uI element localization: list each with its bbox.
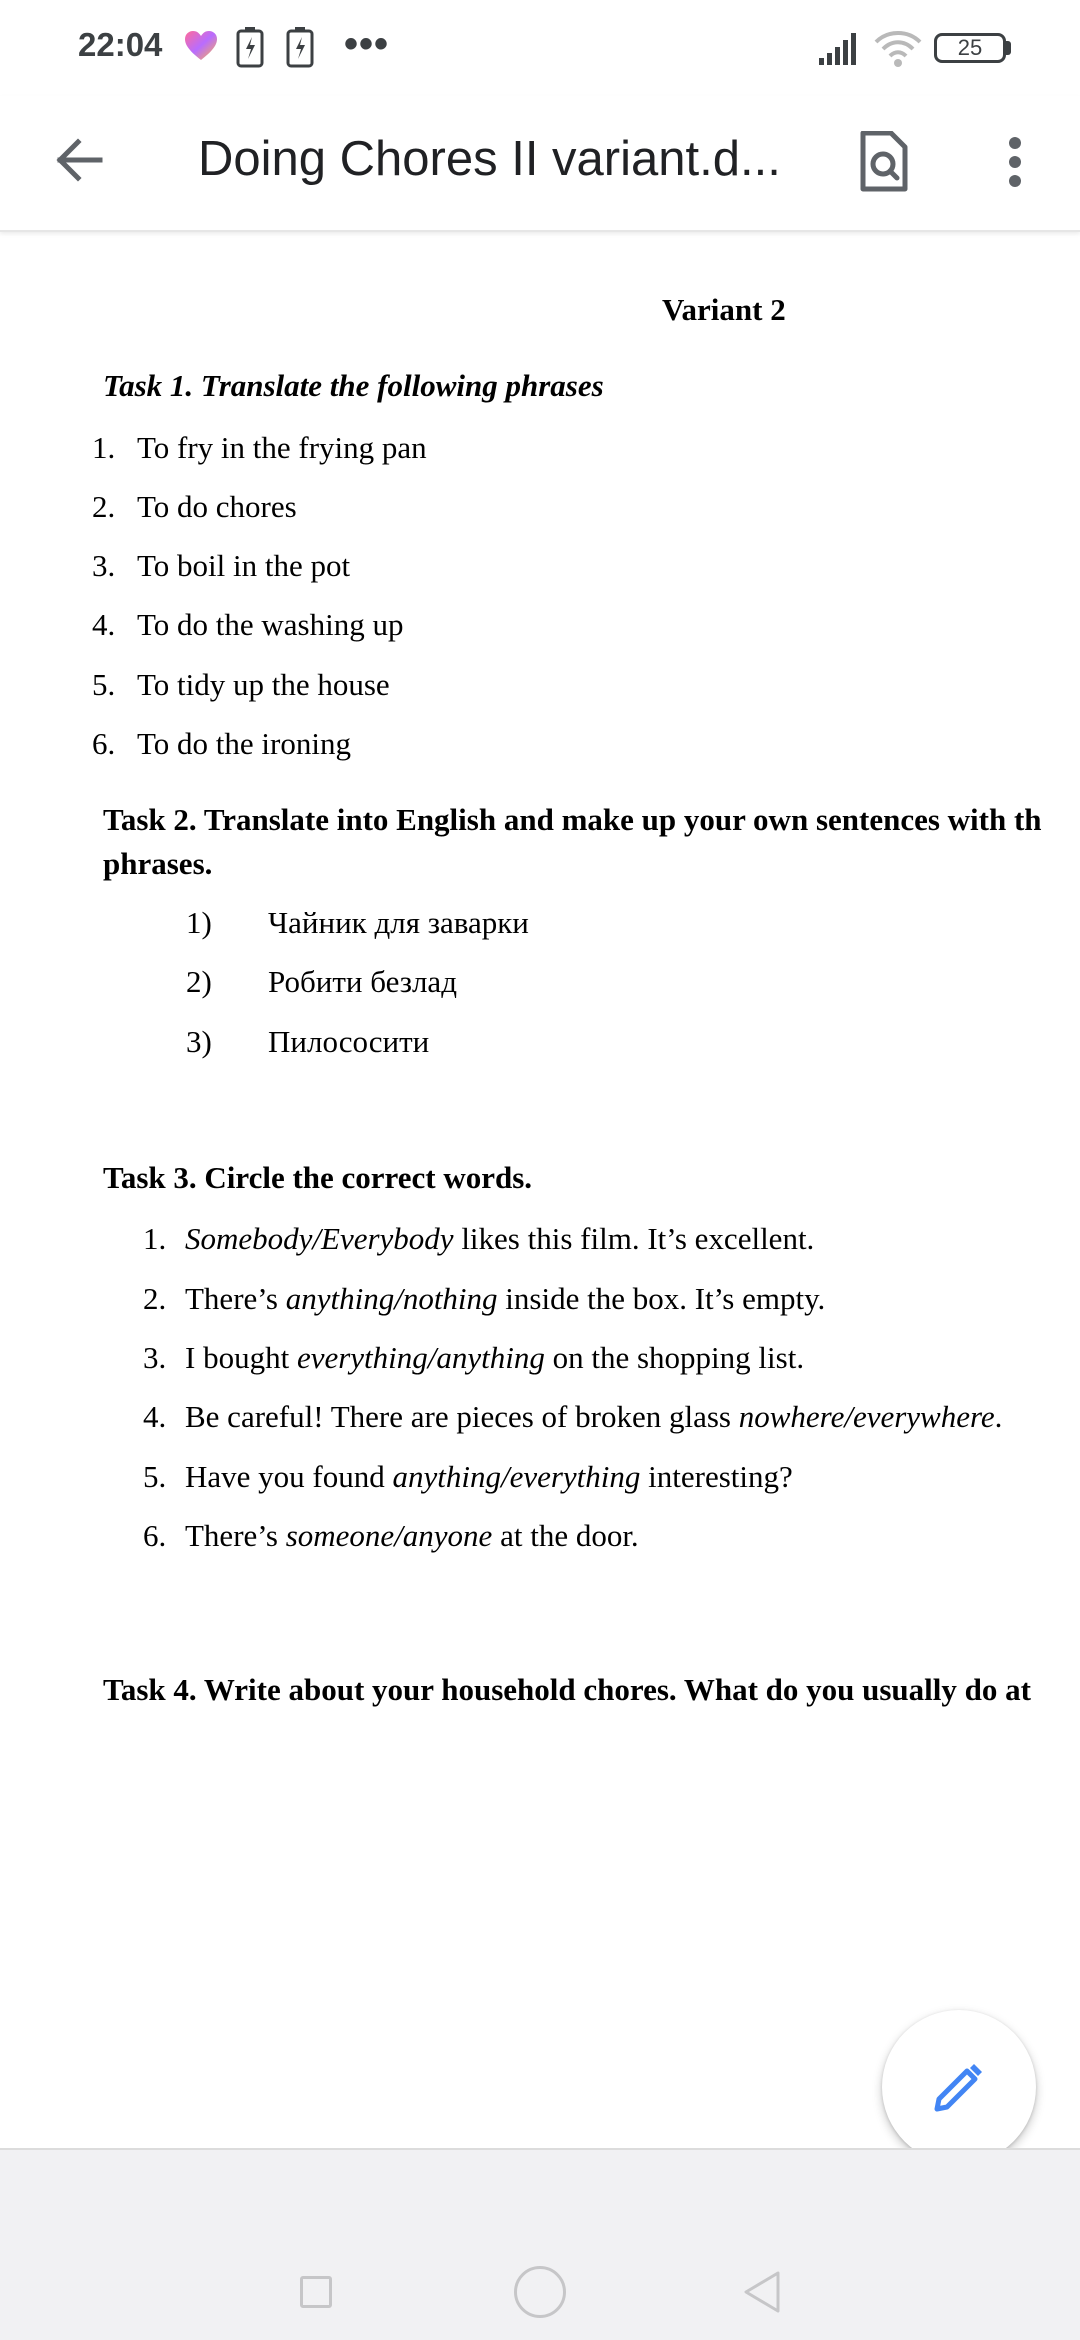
list-item-number: 4. [143,1399,167,1434]
list-item: To do the washing up [137,607,404,642]
list-item-number: 6. [92,726,116,761]
task3-title: Task 3. Circle the correct words. [103,1160,533,1195]
back-triangle-icon[interactable] [742,2270,782,2314]
list-item: There’s someone/anyone at the door. [185,1518,639,1553]
more-vert-icon [1008,137,1022,187]
list-item: Be careful! There are pieces of broken glass nowhere/everywhere. [185,1399,1003,1434]
task2-title-continued: phrases. [103,846,213,881]
document-page [0,234,1080,2148]
list-item-number: 5. [143,1459,167,1494]
list-item-number: 2. [143,1281,167,1316]
find-in-document-button[interactable] [846,122,922,202]
app-bar [0,96,1080,232]
list-item-number: 5. [92,667,116,702]
task2-title: Task 2. Translate into English and make up your own sentences with th [103,802,1042,837]
list-item: I bought everything/anything on the shopping list. [185,1340,805,1375]
cell-signal-icon [818,32,862,66]
list-item: Пилососити [268,1024,430,1059]
task4-title: Task 4. Write about your household chores. What do you usually do at [103,1672,1031,1707]
list-item-number: 1. [143,1221,167,1256]
list-item: There’s anything/nothing inside the box. It’s empty. [185,1281,826,1316]
list-item: To boil in the pot [137,548,351,583]
document-search-icon [859,131,909,193]
recents-square-icon[interactable] [300,2276,332,2308]
word-options: anything/nothing [285,1281,498,1316]
heart-app-icon [184,30,218,62]
list-item: To do the ironing [137,726,351,761]
status-bar [0,0,1080,96]
word-options: everything/anything [296,1340,545,1375]
word-options: someone/anyone [285,1518,493,1553]
battery-charging-icon [236,26,264,68]
battery-charging-icon [286,26,314,68]
list-item: Робити безлад [268,964,457,999]
word-options: Somebody/Everybody [185,1221,454,1256]
battery-icon [934,33,1006,63]
back-button[interactable] [40,122,116,198]
document-title: Doing Chores II variant.d... [198,132,781,186]
system-nav-bar [0,2148,1080,2340]
edit-button[interactable] [882,2010,1036,2164]
list-item: To fry in the frying pan [137,430,427,465]
wifi-icon [874,30,922,70]
edit-pencil-icon [931,2059,987,2115]
more-options-button[interactable] [990,122,1040,202]
list-item-number: 3. [143,1340,167,1375]
list-item: Somebody/Everybody likes this film. It’s excellent. [185,1221,815,1256]
word-options: anything/everything [392,1459,641,1494]
battery-tip [1006,41,1011,55]
list-item: Have you found anything/everything interesting? [185,1459,793,1494]
back-arrow-icon [52,134,104,186]
list-item-number: 1) [186,905,212,940]
list-item-number: 6. [143,1518,167,1553]
variant-heading: Variant 2 [662,292,786,327]
list-item-number: 3. [92,548,116,583]
list-item-number: 1. [92,430,116,465]
list-item-number: 2) [186,964,212,999]
list-item-number: 2. [92,489,116,524]
word-options: nowhere/everywhere [738,1399,995,1434]
task1-title: Task 1. Translate the following phrases [103,368,604,403]
status-time: 22:04 [78,26,163,63]
home-circle-icon[interactable] [514,2266,566,2318]
list-item: Чайник для заварки [268,905,529,940]
list-item-number: 4. [92,607,116,642]
list-item: To tidy up the house [137,667,390,702]
list-item: To do chores [137,489,297,524]
status-more-dots: ••• [344,22,390,66]
battery-level: 25 [957,35,983,60]
list-item-number: 3) [186,1024,212,1059]
